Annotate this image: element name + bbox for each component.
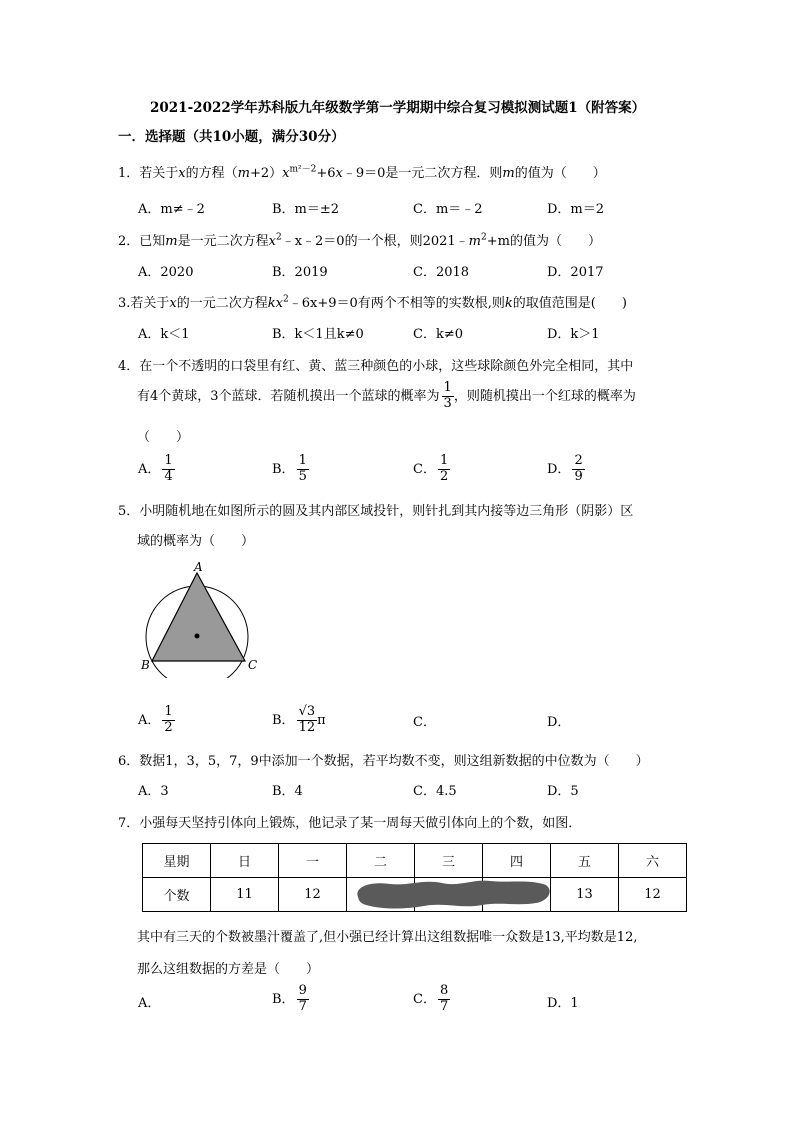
q2-sup: 2 (275, 232, 282, 243)
vertex-label-b: B (141, 658, 150, 672)
q2-option-d: D．2017 (547, 265, 604, 280)
q3-option-d: D．k＞1 (547, 327, 600, 342)
q4-option-c-label: C． (413, 461, 436, 477)
table-cell: 四 (483, 844, 551, 878)
q4-option-c-den: 2 (439, 468, 449, 484)
table-cell: 13 (551, 878, 619, 912)
q7-option-b-frac (297, 984, 309, 1015)
q7-option-b (272, 984, 309, 1015)
q7-option-b-den: 7 (298, 998, 307, 1014)
q3-text-c: ﹣6x+9＝0有两个不相等的实数根,则 (288, 296, 505, 311)
q7-option-d: D．1 (547, 996, 579, 1011)
q7-option-c-frac (438, 984, 450, 1015)
q3-text-a: 3.若关于 (118, 296, 170, 311)
q1-text-f: 的值为（ ） (514, 166, 606, 181)
q2-text-c: ﹣x﹣2＝0的一个根，则2021﹣ (281, 234, 469, 249)
q7-option-c-den: 7 (439, 998, 449, 1014)
q4-frac-den: 3 (443, 395, 452, 411)
q1-option-c: C．m＝﹣2 (413, 202, 483, 217)
question-2 (118, 230, 601, 249)
q5-option-c: C． (413, 715, 436, 730)
q4-option-a-num: 1 (164, 453, 173, 468)
ink-blot (350, 875, 555, 915)
q4-option-d (547, 454, 585, 485)
q1-option-d: D．m＝2 (547, 202, 605, 217)
q5-option-d: D． (547, 715, 571, 730)
q1-text-c: +2） (249, 166, 283, 181)
q7-option-c-num: 8 (439, 983, 449, 998)
q3-option-a: A．k＜1 (138, 327, 190, 342)
q4-fraction (442, 381, 454, 412)
q4-line-2 (137, 381, 636, 412)
q3-var-kx: kx (267, 296, 283, 311)
q5-option-a-num: 1 (164, 704, 173, 719)
q4-option-a (138, 454, 175, 485)
table-cell: 11 (211, 878, 279, 912)
q1-var-m: m (237, 166, 250, 181)
q4-frac-num: 1 (443, 380, 452, 395)
q7-line-3: 那么这组数据的方差是（ ） (137, 962, 320, 977)
ink-blot-shape (357, 881, 549, 909)
q3-sup: 2 (282, 294, 289, 305)
q4-option-b-frac (297, 454, 309, 485)
q3-option-c: C．k≠0 (413, 327, 463, 342)
q7-option-c-label: C． (413, 991, 436, 1007)
q6-option-b: B．4 (272, 784, 303, 799)
q4-option-d-den: 9 (574, 468, 583, 484)
q4-line-1: 4．在一个不透明的口袋里有红、黄、蓝三种颜色的小球，这些球除颜色外完全相同，其中 (118, 359, 634, 374)
table-cell: 一 (279, 844, 347, 878)
q4-option-a-frac (162, 454, 174, 485)
table-cell: 12 (619, 878, 687, 912)
q2-sup2: 2 (481, 232, 487, 243)
q1-option-a: A．m≠﹣2 (138, 202, 205, 217)
q4-option-c-num: 1 (439, 453, 449, 468)
vertex-label-a: A (194, 560, 203, 574)
q5-line-2: 域的概率为（ ） (137, 534, 255, 549)
q5-option-b-label: B． (272, 712, 295, 728)
q5-option-b (272, 705, 326, 736)
table-cell: 二 (347, 844, 415, 878)
table-cell: 六 (619, 844, 687, 878)
q6-line-1: 6．数据1，3，5，7，9中添加一个数据，若平均数不变，则这组新数据的中位数为（ ） (118, 754, 649, 769)
q6-option-a: A．3 (138, 784, 169, 799)
q4-option-b-num: 1 (298, 453, 307, 468)
q3-var-k: k (504, 296, 513, 311)
q5-option-a (138, 705, 175, 736)
q1-text-e: ﹣9＝0是一元二次方程．则 (342, 166, 503, 181)
q2-var-m: m (165, 234, 178, 249)
q5-option-b-num: √3 (298, 704, 316, 719)
q4-option-a-den: 4 (164, 468, 173, 484)
q3-text-b: 的一元二次方程 (176, 296, 268, 311)
q4-line-2b: ，则随机摸出一个红球的概率为 (453, 388, 636, 404)
q1-var-m2: m (502, 166, 515, 181)
q2-option-c: C．2018 (413, 265, 470, 280)
q6-option-d: D．5 (547, 784, 579, 799)
q5-option-a-frac (162, 705, 174, 736)
question-1 (118, 162, 606, 181)
question-3 (118, 292, 627, 311)
table-cell: 日 (211, 844, 279, 878)
q4-option-d-label: D． (547, 461, 571, 477)
q1-text-b: 的方程（ (185, 166, 238, 181)
q4-option-b (272, 454, 309, 485)
q7-option-b-label: B． (272, 991, 295, 1007)
q2-option-a: A．2020 (138, 265, 194, 280)
q1-text-a: 1．若关于 (118, 166, 179, 181)
table-cell: 五 (551, 844, 619, 878)
q1-var-x2: x (282, 166, 290, 181)
table-header-row (143, 844, 687, 878)
q4-option-c-frac (438, 454, 450, 485)
q3-text-d: 的取值范围是( ) (512, 296, 627, 311)
q4-option-d-num: 2 (574, 453, 583, 468)
q5-option-b-frac (297, 705, 318, 736)
q4-line-2a: 有4个黄球，3个蓝球．若随机摸出一个蓝球的概率为 (137, 388, 440, 404)
page-title: 2021-2022学年苏科版九年级数学第一学期期中综合复习模拟测试题1（附答案） (150, 100, 646, 116)
vertex-label-c: C (248, 658, 258, 672)
q1-var-x: x (178, 166, 186, 181)
q2-text-b: 是一元二次方程 (177, 234, 269, 249)
q5-option-b-den: 12 (298, 719, 316, 735)
q5-option-a-den: 2 (164, 719, 173, 735)
q5-line-1: 5．小明随机地在如图所示的圆及其内部区域投针，则针扎到其内接等边三角形（阴影）区 (118, 504, 634, 519)
q4-option-d-frac (572, 454, 584, 485)
center-dot (195, 634, 200, 639)
q7-option-b-num: 9 (298, 983, 307, 998)
q5-option-a-label: A． (138, 712, 161, 728)
q6-option-c: C．4.5 (413, 784, 457, 799)
q1-var-x3: x (335, 166, 343, 181)
q5-option-b-pi: π (317, 712, 326, 728)
q3-var-x: x (169, 296, 177, 311)
q3-option-b: B．k＜1且k≠0 (272, 327, 364, 342)
q1-exponent: m²－2 (289, 164, 317, 175)
shaded-equilateral-triangle (152, 573, 245, 661)
q7-option-c (413, 984, 450, 1015)
table-cell: 12 (279, 878, 347, 912)
q4-option-b-label: B． (272, 461, 295, 477)
q2-var-x: x (268, 234, 276, 249)
q4-option-b-den: 5 (298, 468, 307, 484)
q4-line-3: （ ） (137, 430, 190, 445)
q7-line-1: 7．小强每天坚持引体向上锻炼，他记录了某一周每天做引体向上的个数，如图． (118, 816, 582, 831)
q4-option-c (413, 454, 450, 485)
q2-option-b: B．2019 (272, 265, 328, 280)
table-cell: 个数 (143, 878, 211, 912)
section-heading: 一．选择题（共10小题，满分30分） (118, 129, 345, 145)
q4-option-a-label: A． (138, 461, 161, 477)
q7-option-a: A． (138, 996, 161, 1011)
q2-text-a: 2．已知 (118, 234, 166, 249)
q1-text-d: +6 (316, 166, 336, 181)
table-cell: 三 (415, 844, 483, 878)
circle-triangle-figure (136, 558, 266, 678)
q1-option-b: B．m＝±2 (272, 202, 340, 217)
q2-var-m2: m (468, 234, 481, 249)
q7-line-2: 其中有三天的个数被墨汁覆盖了,但小强已经计算出这组数据唯一众数是13,平均数是12, (137, 930, 638, 945)
q2-text-d: +m的值为（ ） (486, 234, 601, 249)
table-cell: 星期 (143, 844, 211, 878)
